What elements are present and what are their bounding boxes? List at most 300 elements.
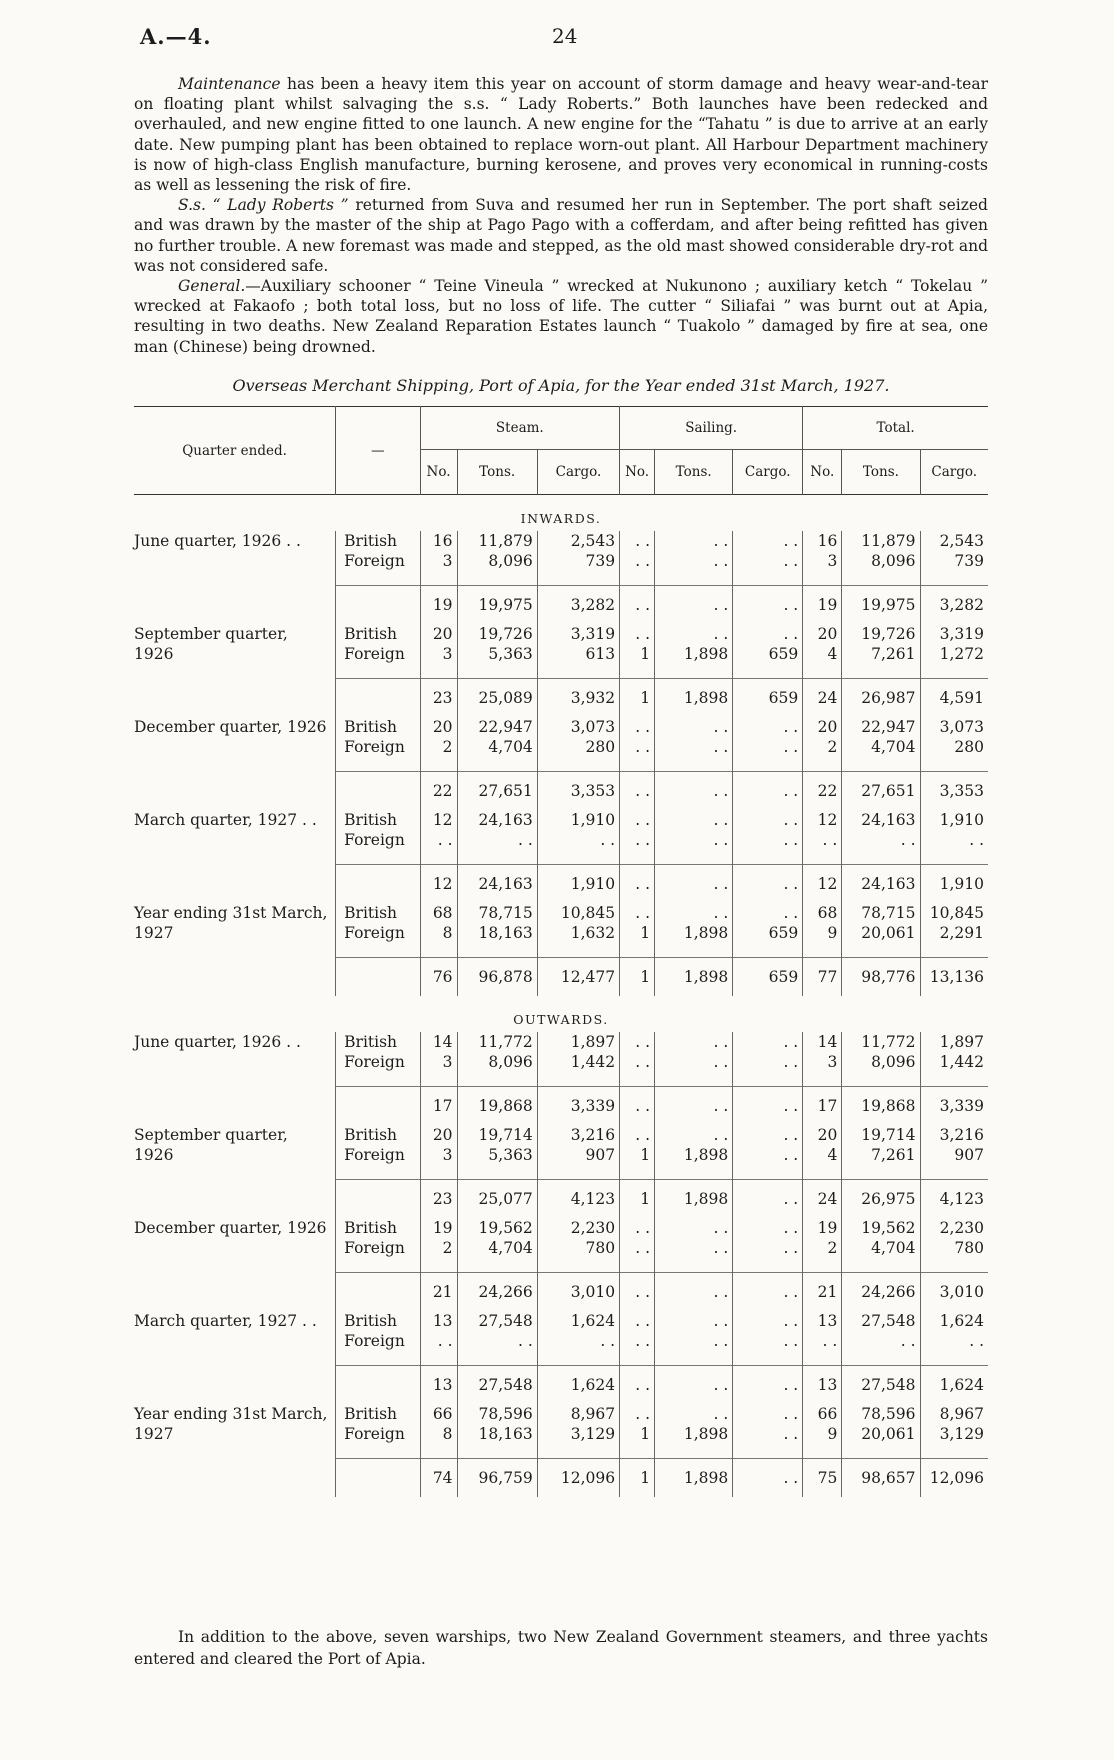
table-cell: . . xyxy=(620,737,655,757)
table-cell: 20 xyxy=(803,717,842,737)
british-row xyxy=(134,1404,988,1424)
spacer-cell xyxy=(655,1165,733,1180)
table-cell: 1,898 xyxy=(655,644,733,664)
spacer-cell xyxy=(842,1072,920,1087)
paragraph-general xyxy=(134,276,988,357)
spacer-cell xyxy=(655,1351,733,1366)
table-cell: 1,624 xyxy=(920,1366,988,1405)
paragraph-body: returned from Suva and resumed her run in September. The port shaft seized and was drawn by the master of the ship at Pago Pago with a cofferdam, and after being refitted has given no further trouble. A new foremast was made and stepped, as the old mast showed considerable dry-rot and was not considered safe. xyxy=(134,196,988,275)
flag-label: British xyxy=(336,717,420,737)
document-reference: A.—4. xyxy=(140,24,212,49)
table-cell: 68 xyxy=(803,903,842,923)
table-cell: 19 xyxy=(420,1218,457,1238)
table-cell: 27,651 xyxy=(457,772,537,811)
spacer-cell xyxy=(733,571,803,586)
spacer-cell xyxy=(336,1165,420,1180)
british-row xyxy=(134,810,988,830)
flag-label xyxy=(336,1087,420,1126)
spacer-cell xyxy=(620,1444,655,1459)
table-cell: 2,230 xyxy=(537,1218,619,1238)
table-cell: . . xyxy=(803,1331,842,1351)
table-cell: 19 xyxy=(803,586,842,625)
british-row xyxy=(134,624,988,644)
flag-label: Foreign xyxy=(336,737,420,757)
table-cell: 19,562 xyxy=(457,1218,537,1238)
table-cell: 20 xyxy=(803,624,842,644)
table-cell: 1,897 xyxy=(920,1032,988,1052)
table-cell: . . xyxy=(733,737,803,757)
table-cell: . . xyxy=(620,865,655,904)
spacer-cell xyxy=(842,757,920,772)
table-cell: 3,129 xyxy=(920,1424,988,1444)
table-cell: 24,163 xyxy=(842,810,920,830)
spacer-cell xyxy=(336,1351,420,1366)
flag-label: Foreign xyxy=(336,1424,420,1444)
table-cell: 24,163 xyxy=(457,810,537,830)
table-cell: 8,096 xyxy=(842,1052,920,1072)
spacer-cell xyxy=(336,757,420,772)
table-cell: . . xyxy=(620,1311,655,1331)
table-cell: . . xyxy=(655,903,733,923)
table-cell: . . xyxy=(655,1052,733,1072)
table-cell: 19,868 xyxy=(457,1087,537,1126)
subheader-cell: Cargo. xyxy=(537,450,619,495)
flag-label: British xyxy=(336,1125,420,1145)
table-cell: . . xyxy=(655,1032,733,1052)
table-cell: 12,096 xyxy=(537,1459,619,1498)
paragraph-body: has been a heavy item this year on account of storm damage and heavy wear-and-tear on floating plant whilst salvaging the s.s. “ Lady Roberts.” Both launches have been redecked and overhauled, and new engine fitted to one launch. A new engine for the “Tahatu ” is due to arrive at an early date. New pumping plant has been obtained to replace worn-out plant. All Harbour Department machinery is now of high-class English manufacture, burning kerosene, and proves very economical in running-costs as well as lessening the risk of fire. xyxy=(134,75,988,195)
spacer-cell xyxy=(655,571,733,586)
table-cell: 78,715 xyxy=(457,903,537,923)
table-cell: 280 xyxy=(537,737,619,757)
flag-label: Foreign xyxy=(336,1331,420,1351)
spacer-cell xyxy=(420,1351,457,1366)
spacer-cell xyxy=(655,1444,733,1459)
table-cell: . . xyxy=(655,551,733,571)
spacer-cell xyxy=(620,571,655,586)
table-cell: 3,319 xyxy=(537,624,619,644)
spacer-cell xyxy=(803,571,842,586)
flag-label: British xyxy=(336,903,420,923)
spacer-cell xyxy=(920,1444,988,1459)
table-cell: 3,282 xyxy=(920,586,988,625)
table-cell: 66 xyxy=(420,1404,457,1424)
table-cell: 19,975 xyxy=(842,586,920,625)
table-cell: 21 xyxy=(803,1273,842,1312)
table-cell: . . xyxy=(457,830,537,850)
table-body xyxy=(134,495,988,1498)
table-cell: 1,910 xyxy=(537,810,619,830)
spacer-cell xyxy=(842,1258,920,1273)
table-cell: 27,548 xyxy=(842,1366,920,1405)
table-cell: . . xyxy=(733,717,803,737)
spacer-cell xyxy=(920,1165,988,1180)
spacer-cell xyxy=(457,1351,537,1366)
table-cell: . . xyxy=(655,1311,733,1331)
spacer-cell xyxy=(842,571,920,586)
flag-label: British xyxy=(336,1404,420,1424)
table-cell: 3,353 xyxy=(537,772,619,811)
flag-label: Foreign xyxy=(336,923,420,943)
table-cell: 9 xyxy=(803,923,842,943)
header-sailing: Sailing. xyxy=(620,407,803,450)
subheader-cell: No. xyxy=(620,450,655,495)
table-cell: 7,261 xyxy=(842,644,920,664)
table-cell: . . xyxy=(620,586,655,625)
quarter-label: December quarter, 1926 xyxy=(134,718,327,736)
table-cell: 8,096 xyxy=(842,551,920,571)
table-cell: . . xyxy=(620,551,655,571)
table-cell: 22,947 xyxy=(842,717,920,737)
table-cell: 1,898 xyxy=(655,1145,733,1165)
table-cell: 24 xyxy=(803,679,842,718)
table-cell: 8,096 xyxy=(457,1052,537,1072)
spacer-cell xyxy=(920,757,988,772)
spacer-cell xyxy=(733,1351,803,1366)
table-cell: . . xyxy=(733,1087,803,1126)
flag-label: British xyxy=(336,1032,420,1052)
spacer-cell xyxy=(842,943,920,958)
table-cell: 24,163 xyxy=(457,865,537,904)
table-cell: 4,704 xyxy=(457,1238,537,1258)
table-cell: 16 xyxy=(803,531,842,551)
table-cell: . . xyxy=(803,830,842,850)
shipping-statistics-table xyxy=(134,406,988,1497)
spacer-cell xyxy=(733,1072,803,1087)
table-cell: 18,163 xyxy=(457,923,537,943)
table-cell: 68 xyxy=(420,903,457,923)
table-cell: . . xyxy=(655,1273,733,1312)
table-cell: . . xyxy=(620,1032,655,1052)
table-cell: . . xyxy=(620,903,655,923)
table-cell: 2 xyxy=(803,737,842,757)
spacer-cell xyxy=(655,943,733,958)
spacer-cell xyxy=(620,1258,655,1273)
section-header-row xyxy=(134,996,988,1032)
table-cell: 17 xyxy=(803,1087,842,1126)
table-cell: . . xyxy=(733,1125,803,1145)
table-cell: . . xyxy=(842,830,920,850)
quarter-label: Year ending 31st March, 1927 xyxy=(134,904,328,942)
table-cell: . . xyxy=(655,1087,733,1126)
table-cell: 98,776 xyxy=(842,958,920,997)
spacer-cell xyxy=(537,1258,619,1273)
table-cell: 26,987 xyxy=(842,679,920,718)
spacer-cell xyxy=(537,850,619,865)
quarter-label: June quarter, 1926 . . xyxy=(134,532,301,550)
flag-label xyxy=(336,1366,420,1405)
spacer-cell xyxy=(457,1258,537,1273)
spacer-cell xyxy=(920,1072,988,1087)
table-cell: 907 xyxy=(537,1145,619,1165)
table-cell: . . xyxy=(733,624,803,644)
table-cell: 5,363 xyxy=(457,1145,537,1165)
table-cell: 4 xyxy=(803,644,842,664)
table-cell: . . xyxy=(733,531,803,551)
table-cell: . . xyxy=(733,1366,803,1405)
table-cell: . . xyxy=(420,830,457,850)
spacer-cell xyxy=(655,1072,733,1087)
table-cell: . . xyxy=(655,830,733,850)
table-cell: 22,947 xyxy=(457,717,537,737)
table-cell: 13,136 xyxy=(920,958,988,997)
table-cell: 1,898 xyxy=(655,1424,733,1444)
section-title: OUTWARDS. xyxy=(513,1012,609,1027)
table-cell: . . xyxy=(620,1087,655,1126)
table-cell: 739 xyxy=(920,551,988,571)
table-cell: 3 xyxy=(803,1052,842,1072)
table-cell: 4 xyxy=(803,1145,842,1165)
spacer-cell xyxy=(537,664,619,679)
table-cell: . . xyxy=(655,624,733,644)
table-cell: 1,442 xyxy=(920,1052,988,1072)
table-cell: 19,714 xyxy=(842,1125,920,1145)
table-cell: 3,932 xyxy=(537,679,619,718)
table-cell: 1 xyxy=(620,923,655,943)
table-cell: . . xyxy=(620,624,655,644)
spacer-cell xyxy=(336,1444,420,1459)
table-cell: . . xyxy=(620,1218,655,1238)
table-cell: . . xyxy=(842,1331,920,1351)
flag-label: British xyxy=(336,810,420,830)
table-cell: . . xyxy=(733,903,803,923)
spacer-cell xyxy=(457,1072,537,1087)
table-cell: 4,123 xyxy=(920,1180,988,1219)
flag-label: British xyxy=(336,531,420,551)
page-header xyxy=(0,24,1114,54)
british-row xyxy=(134,903,988,923)
spacer-cell xyxy=(620,1165,655,1180)
table-cell: 1,442 xyxy=(537,1052,619,1072)
subheader-cell: Cargo. xyxy=(920,450,988,495)
quarter-label: June quarter, 1926 . . xyxy=(134,1033,301,1051)
flag-label: Foreign xyxy=(336,644,420,664)
table-cell: 13 xyxy=(420,1311,457,1331)
table-cell: 24 xyxy=(803,1180,842,1219)
table-cell: 3,216 xyxy=(537,1125,619,1145)
spacer-cell xyxy=(920,943,988,958)
subheader-cell: No. xyxy=(803,450,842,495)
table-cell: 739 xyxy=(537,551,619,571)
table-cell: . . xyxy=(733,772,803,811)
table-cell: 17 xyxy=(420,1087,457,1126)
table-cell: . . xyxy=(655,1366,733,1405)
spacer-cell xyxy=(420,943,457,958)
table-cell: 7,261 xyxy=(842,1145,920,1165)
table-cell: . . xyxy=(733,1311,803,1331)
section-title: INWARDS. xyxy=(520,511,602,526)
table-cell: . . xyxy=(457,1331,537,1351)
subheader-cell: Tons. xyxy=(842,450,920,495)
spacer-cell xyxy=(420,664,457,679)
spacer-cell xyxy=(655,850,733,865)
table-cell: 20 xyxy=(420,624,457,644)
spacer-cell xyxy=(842,1165,920,1180)
table-cell: 19,726 xyxy=(457,624,537,644)
british-row xyxy=(134,1032,988,1052)
table-cell: 613 xyxy=(537,644,619,664)
table-cell: 280 xyxy=(920,737,988,757)
spacer-cell xyxy=(420,1072,457,1087)
spacer-cell xyxy=(803,757,842,772)
table-cell: 1,624 xyxy=(537,1366,619,1405)
spacer-cell xyxy=(803,943,842,958)
spacer-cell xyxy=(842,664,920,679)
subheader-cell: Tons. xyxy=(457,450,537,495)
table-cell: . . xyxy=(733,1404,803,1424)
table-cell: 2 xyxy=(803,1238,842,1258)
footnote: In addition to the above, seven warships, two New Zealand Government steamers, and three yachts entered and cleared the Port of Apia. xyxy=(134,1628,988,1668)
quarter-label: March quarter, 1927 . . xyxy=(134,1312,317,1330)
table-cell: . . xyxy=(655,865,733,904)
table-cell: . . xyxy=(733,1032,803,1052)
page-number: 24 xyxy=(552,24,578,48)
table-cell: 23 xyxy=(420,1180,457,1219)
table-cell: . . xyxy=(655,717,733,737)
table-cell: 1,624 xyxy=(920,1311,988,1331)
table-cell: . . xyxy=(655,586,733,625)
table-cell: 22 xyxy=(420,772,457,811)
spacer-cell xyxy=(336,850,420,865)
spacer-cell xyxy=(420,850,457,865)
table-cell: . . xyxy=(655,531,733,551)
spacer-cell xyxy=(803,1444,842,1459)
table-cell: 2 xyxy=(420,737,457,757)
table-cell: . . xyxy=(733,865,803,904)
quarter-label: Year ending 31st March, 1927 xyxy=(134,1405,328,1443)
table-cell: . . xyxy=(420,1331,457,1351)
spacer-cell xyxy=(620,850,655,865)
table-cell: 11,772 xyxy=(457,1032,537,1052)
table-cell: 659 xyxy=(733,923,803,943)
table-cell: . . xyxy=(537,1331,619,1351)
table-cell: 22 xyxy=(803,772,842,811)
table-cell: 12 xyxy=(803,810,842,830)
table-cell: 27,548 xyxy=(842,1311,920,1331)
spacer-cell xyxy=(620,943,655,958)
table-cell: 8,967 xyxy=(920,1404,988,1424)
table-cell: 3 xyxy=(803,551,842,571)
table-cell: 1,897 xyxy=(537,1032,619,1052)
table-cell: 1,898 xyxy=(655,1459,733,1498)
table-cell: 4,591 xyxy=(920,679,988,718)
spacer-cell xyxy=(537,1351,619,1366)
table-cell: 76 xyxy=(420,958,457,997)
table-cell: 659 xyxy=(733,958,803,997)
spacer-cell xyxy=(803,1072,842,1087)
table-cell: 11,879 xyxy=(457,531,537,551)
table-cell: 27,548 xyxy=(457,1366,537,1405)
table-cell: 24,266 xyxy=(457,1273,537,1312)
spacer-cell xyxy=(336,1072,420,1087)
spacer-cell xyxy=(733,664,803,679)
table-cell: 780 xyxy=(920,1238,988,1258)
table-cell: 12 xyxy=(420,865,457,904)
table-cell: 1,910 xyxy=(920,865,988,904)
flag-label xyxy=(336,1180,420,1219)
spacer-cell xyxy=(655,757,733,772)
table-cell: 3,339 xyxy=(920,1087,988,1126)
table-cell: . . xyxy=(733,1180,803,1219)
spacer-cell xyxy=(733,1444,803,1459)
spacer-cell xyxy=(336,1258,420,1273)
flag-label xyxy=(336,865,420,904)
table-cell: 78,715 xyxy=(842,903,920,923)
table-cell: 3 xyxy=(420,551,457,571)
paragraph-lead: General. xyxy=(178,277,246,296)
table-cell: 20 xyxy=(420,717,457,737)
spacer-cell xyxy=(620,1072,655,1087)
table-cell: 19 xyxy=(420,586,457,625)
table-cell: 1,624 xyxy=(537,1311,619,1331)
spacer-cell xyxy=(336,664,420,679)
spacer-cell xyxy=(457,1444,537,1459)
table-cell: 18,163 xyxy=(457,1424,537,1444)
flag-label: Foreign xyxy=(336,551,420,571)
table-cell: 19 xyxy=(803,1218,842,1238)
table-cell: 96,759 xyxy=(457,1459,537,1498)
table-cell: 10,845 xyxy=(537,903,619,923)
table-cell: . . xyxy=(620,717,655,737)
table-cell: . . xyxy=(655,737,733,757)
spacer-cell xyxy=(842,1351,920,1366)
table-cell: 659 xyxy=(733,644,803,664)
table-cell: 96,878 xyxy=(457,958,537,997)
table-cell: 27,651 xyxy=(842,772,920,811)
table-cell: . . xyxy=(655,1238,733,1258)
flag-label: Foreign xyxy=(336,1145,420,1165)
table-cell: . . xyxy=(620,772,655,811)
table-cell: 12,096 xyxy=(920,1459,988,1498)
table-cell: . . xyxy=(655,1125,733,1145)
table-cell: . . xyxy=(620,531,655,551)
table-cell: 1 xyxy=(620,644,655,664)
table-cell: 3,339 xyxy=(537,1087,619,1126)
table-cell: 4,704 xyxy=(842,1238,920,1258)
table-cell: 20 xyxy=(803,1125,842,1145)
table-cell: 24,266 xyxy=(842,1273,920,1312)
table-cell: 13 xyxy=(420,1366,457,1405)
spacer-cell xyxy=(537,571,619,586)
spacer-cell xyxy=(733,850,803,865)
table-caption: Overseas Merchant Shipping, Port of Apia, for the Year ended 31st March, 1927. xyxy=(232,376,890,395)
table-cell: 3,129 xyxy=(537,1424,619,1444)
table-cell: 14 xyxy=(420,1032,457,1052)
table-cell: 780 xyxy=(537,1238,619,1258)
spacer-cell xyxy=(420,1444,457,1459)
table-cell: 8 xyxy=(420,923,457,943)
table-cell: . . xyxy=(620,1125,655,1145)
spacer-cell xyxy=(620,1351,655,1366)
flag-label: Foreign xyxy=(336,1238,420,1258)
table-cell: 2,291 xyxy=(920,923,988,943)
quarter-label: December quarter, 1926 xyxy=(134,1219,327,1237)
table-cell: 2,543 xyxy=(920,531,988,551)
table-cell: 3,010 xyxy=(920,1273,988,1312)
table-cell: 3 xyxy=(420,644,457,664)
table-cell: 4,123 xyxy=(537,1180,619,1219)
paragraph-lead: S.s. “ Lady Roberts ” xyxy=(178,196,349,215)
spacer-cell xyxy=(457,757,537,772)
spacer-cell xyxy=(920,664,988,679)
header-dash: — xyxy=(336,407,420,495)
spacer-cell xyxy=(733,757,803,772)
table-cell: 26,975 xyxy=(842,1180,920,1219)
spacer-cell xyxy=(457,571,537,586)
flag-label xyxy=(336,772,420,811)
spacer-cell xyxy=(420,757,457,772)
table-cell: 1,898 xyxy=(655,958,733,997)
